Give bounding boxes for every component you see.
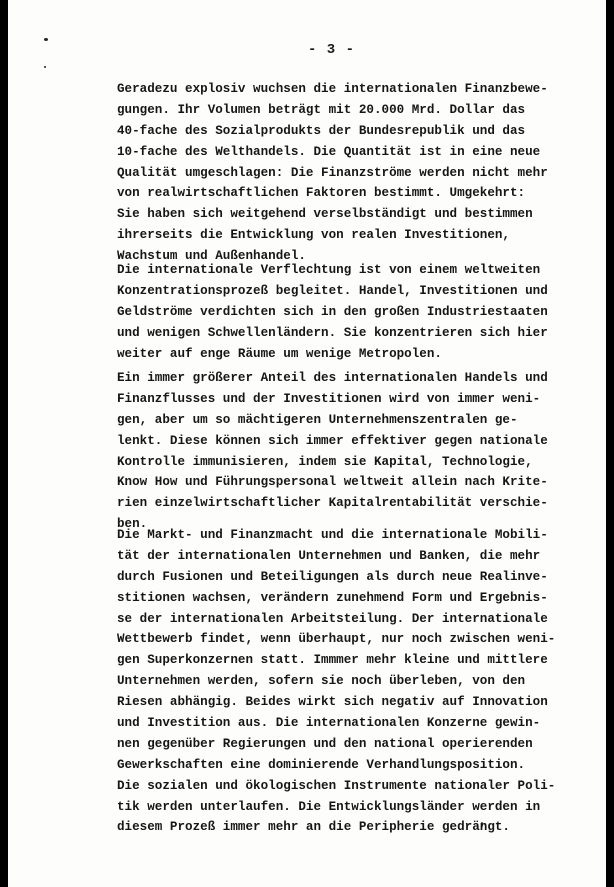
text-line: Riesen abhängig. Beides wirkt sich negativ auf Innovation	[117, 695, 548, 710]
text-line: gungen. Ihr Volumen beträgt mit 20.000 Mrd. Dollar das	[117, 102, 526, 117]
text-line: Know How und Führungspersonal weltweit allein nach Krite-	[117, 475, 548, 490]
text-line: rien einzelwirtschaftlicher Kapitalrentabilität verschie-	[117, 496, 548, 511]
text-line: gen Superkonzernen statt. Immmer mehr kleine und mittlere	[117, 653, 548, 668]
text-line: Konzentrationsprozeß begleitet. Handel, Investitionen und	[117, 283, 548, 298]
scan-speck	[44, 38, 48, 41]
text-line: Die Markt- und Finanzmacht und die internationale Mobili-	[117, 528, 548, 542]
paragraph	[117, 525, 556, 838]
text-line: lenkt. Diese können sich immer effektiver gegen nationale	[117, 433, 548, 448]
text-line: durch Fusionen und Beteiligungen als durch neue Realinve-	[117, 569, 548, 584]
text-line: Finanzflusses und der Investitionen wird von immer weni-	[117, 391, 541, 406]
text-line: und wenigen Schwellenländern. Sie konzentrieren sich hier	[117, 325, 548, 340]
text-line: Die sozialen und ökologischen Instrumente nationaler Poli-	[117, 778, 556, 793]
text-line: Wachstum und Außenhandel.	[117, 249, 306, 264]
text-line: weiter auf enge Räume um wenige Metropolen.	[117, 346, 442, 361]
document-page	[8, 0, 608, 887]
text-line: nen gegenüber Regierungen und den national operierenden	[117, 736, 533, 751]
page-number: - 3 -	[308, 42, 356, 58]
text-line: diesem Prozeß immer mehr an die Peripherie gedrängt.	[117, 820, 510, 835]
text-line: gen, aber um so mächtigeren Unternehmenszentralen ge-	[117, 412, 518, 427]
text-line: 10-fache des Welthandels. Die Quantität ist in eine neue	[117, 144, 541, 159]
text-line: Gewerkschaften eine dominierende Verhandlungsposition.	[117, 757, 526, 772]
text-line: Kontrolle immunisieren, indem sie Kapital, Technologie,	[117, 454, 533, 469]
text-line: ben.	[117, 517, 148, 532]
text-line: se der internationalen Arbeitsteilung. Der internationale	[117, 611, 548, 626]
text-line: tik werden unterlaufen. Die Entwicklungsländer werden in	[117, 799, 541, 814]
text-line: Unternehmen werden, sofern sie noch überleben, von den	[117, 674, 526, 689]
paragraph	[117, 260, 548, 364]
text-line: stitionen wachsen, verändern zunehmend Form und Ergebnis-	[117, 590, 548, 605]
text-line: und Investition aus. Die internationalen Konzerne gewin-	[117, 716, 541, 731]
paragraph	[117, 79, 548, 267]
text-line: Geldströme verdichten sich in den großen Industriestaaten	[117, 304, 548, 319]
text-line: tät der internationalen Unternehmen und Banken, die mehr	[117, 548, 541, 563]
text-line: Qualität umgeschlagen: Die Finanzströme werden nicht mehr	[117, 165, 548, 180]
scan-speck	[44, 66, 46, 68]
text-line: Die internationale Verflechtung ist von einem weltweiten	[117, 263, 541, 277]
text-line: Sie haben sich weitgehend verselbständigt und bestimmen	[117, 207, 533, 222]
text-line: Wettbewerb findet, wenn überhaupt, nur noch zwischen weni-	[117, 632, 556, 647]
text-line: 40-fache des Sozialprodukts der Bundesrepublik und das	[117, 123, 526, 138]
text-line: von realwirtschaftlichen Faktoren bestimmt. Umgekehrt:	[117, 186, 526, 201]
text-line: Geradezu explosiv wuchsen die internationalen Finanzbewe-	[117, 82, 548, 96]
text-line: Ein immer größerer Anteil des internationalen Handels und	[117, 371, 548, 385]
scan-border	[606, 0, 614, 887]
text-line: ihrerseits die Entwicklung von realen Investitionen,	[117, 228, 510, 243]
